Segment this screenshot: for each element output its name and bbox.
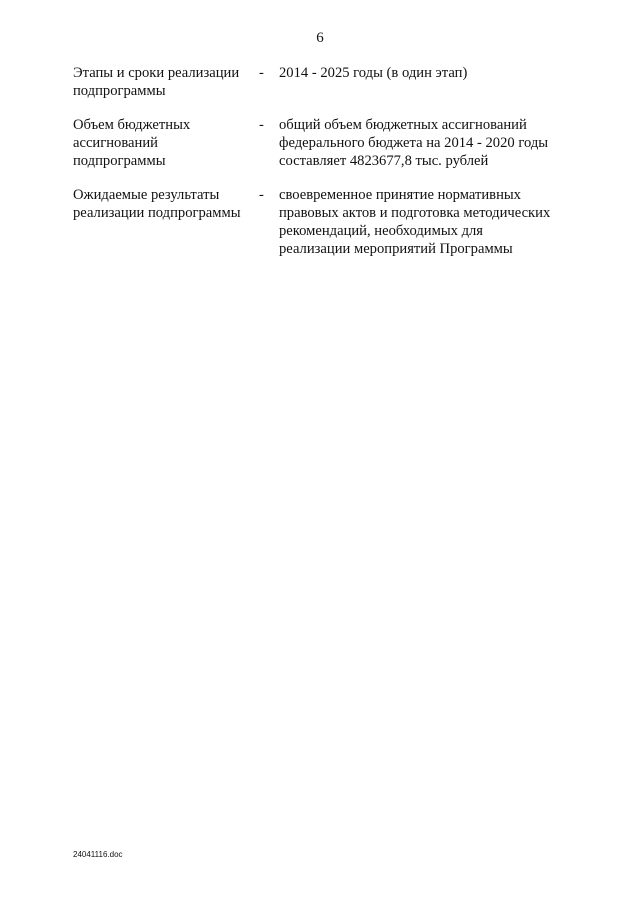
row-value <box>279 64 573 82</box>
subprogram-passport <box>73 64 573 274</box>
label-line: Объем бюджетных <box>73 117 191 133</box>
row-dash: - <box>259 187 264 203</box>
document-filename: 24041116.doc <box>73 850 123 859</box>
passport-row-budget <box>73 116 573 170</box>
value-line: составляет 4823677,8 тыс. рублей <box>279 153 489 169</box>
label-line: ассигнований <box>73 135 158 151</box>
label-line: Ожидаемые результаты <box>73 187 220 203</box>
label-line: подпрограммы <box>73 83 166 99</box>
label-line: реализации подпрограммы <box>73 205 241 221</box>
row-label <box>73 186 259 222</box>
value-line: рекомендаций, необходимых для <box>279 223 484 239</box>
value-line: 2014 - 2025 годы (в один этап) <box>279 65 468 81</box>
row-dash: - <box>259 65 264 81</box>
label-line: подпрограммы <box>73 153 166 169</box>
row-value <box>279 186 573 258</box>
value-line: правовых актов и подготовка методических <box>279 205 551 221</box>
passport-row-results <box>73 186 573 258</box>
value-line: общий объем бюджетных ассигнований <box>279 117 527 133</box>
value-line: федерального бюджета на 2014 - 2020 годы <box>279 135 549 151</box>
row-label <box>73 64 259 100</box>
value-line: своевременное принятие нормативных <box>279 187 521 203</box>
value-line: реализации мероприятий Программы <box>279 241 513 257</box>
row-dash: - <box>259 117 264 133</box>
label-line: Этапы и сроки реализации <box>73 65 240 81</box>
row-value <box>279 116 573 170</box>
page-number: 6 <box>316 30 324 46</box>
row-label <box>73 116 259 170</box>
passport-row-stages <box>73 64 573 100</box>
